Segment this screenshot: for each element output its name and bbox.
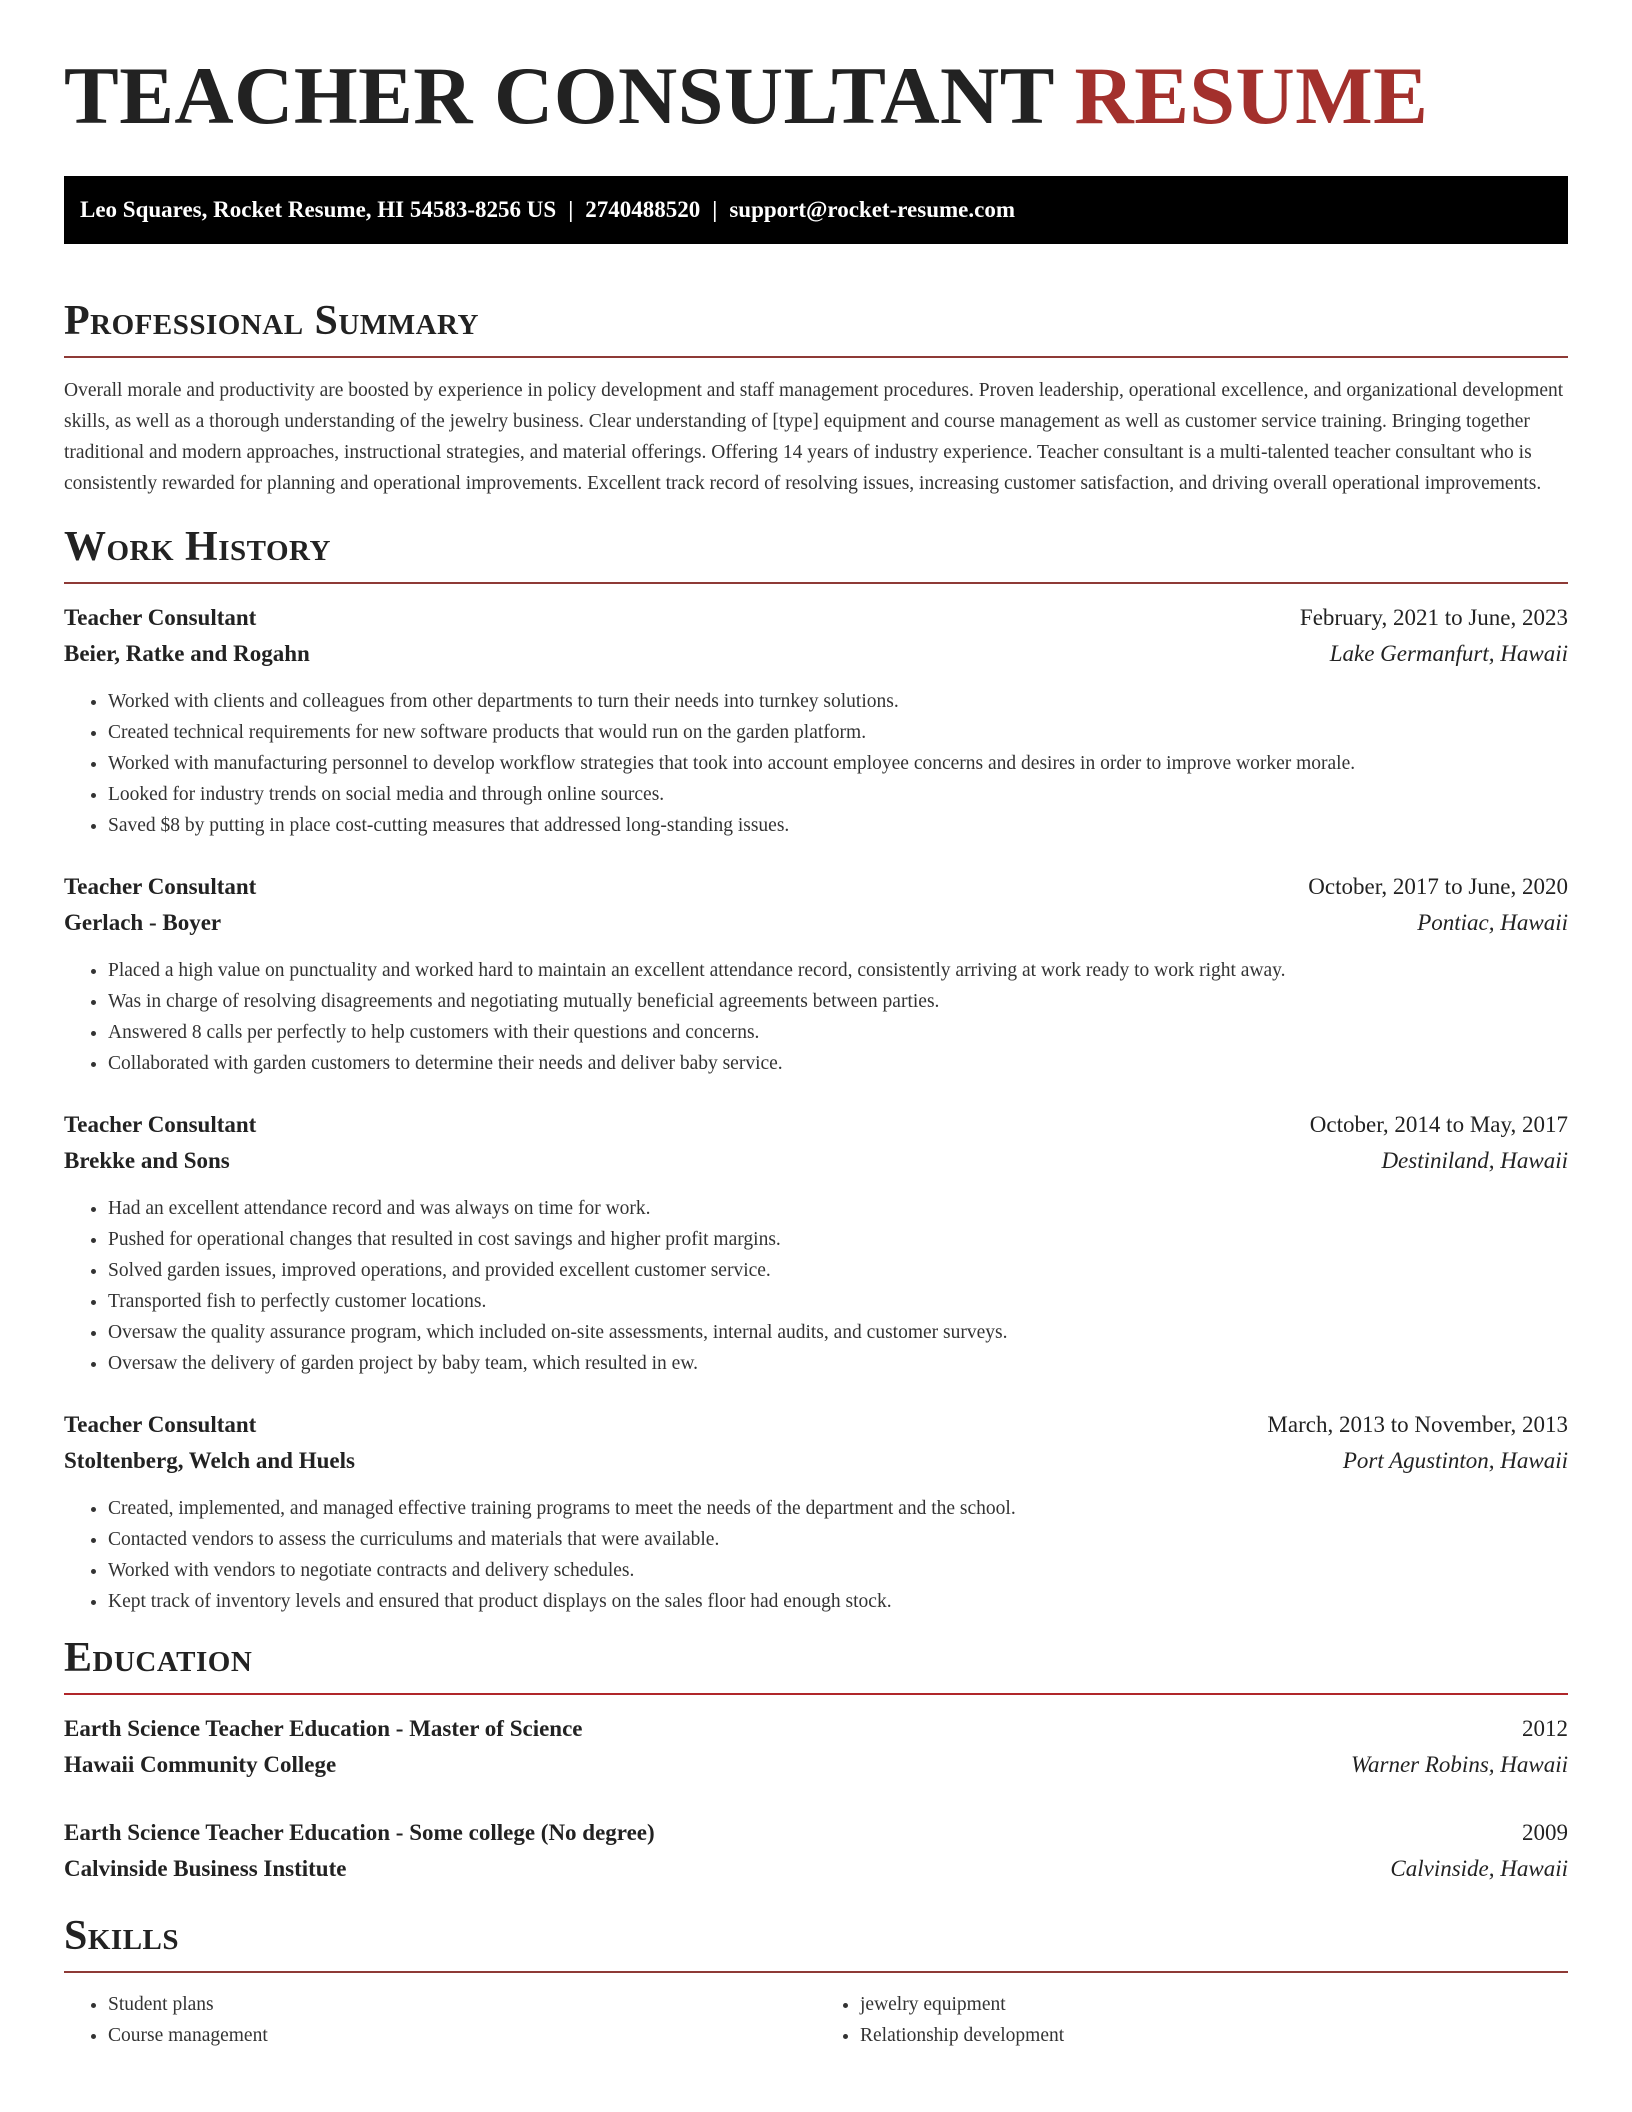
education-degree: Earth Science Teacher Education - Master of Science — [64, 1716, 583, 1741]
job-bullet: • Collaborated with garden customers to determine their needs and deliver baby service. — [108, 1048, 1568, 1079]
skills-column-left — [64, 1989, 816, 2051]
section-divider — [64, 1971, 1568, 1973]
job-header-row — [64, 1407, 1568, 1443]
job-bullet: • Saved $8 by putting in place cost-cutting measures that addressed long-standing issues. — [108, 810, 1568, 841]
title-accent: RESUME — [1074, 50, 1429, 141]
job-header-row — [64, 869, 1568, 905]
job-company-row — [64, 1443, 1568, 1479]
job-company: Gerlach - Boyer — [64, 910, 222, 935]
job-dates: March, 2013 to November, 2013 — [1267, 1412, 1568, 1437]
contact-email[interactable]: support@rocket-resume.com — [729, 197, 1015, 222]
job-company: Stoltenberg, Welch and Huels — [64, 1448, 355, 1473]
job-company-row — [64, 905, 1568, 941]
education-school-row — [64, 1747, 1568, 1783]
skills-column-right — [816, 1989, 1568, 2051]
skill-item: • Course management — [108, 2020, 816, 2051]
contact-separator: | — [712, 197, 718, 222]
job-dates: October, 2014 to May, 2017 — [1309, 1112, 1568, 1137]
job-bullet: • Kept track of inventory levels and ensured that product displays on the sales floor had enough stock. — [108, 1586, 1568, 1617]
job-dates: February, 2021 to June, 2023 — [1299, 605, 1568, 630]
skill-item: • Student plans — [108, 1989, 816, 2020]
education-school: Calvinside Business Institute — [64, 1856, 347, 1881]
job-dates: October, 2017 to June, 2020 — [1308, 874, 1568, 899]
job-bullet: • Oversaw the quality assurance program, which included on-site assessments, internal audits, and customer surveys. — [108, 1317, 1568, 1348]
job-location: Port Agustinton, Hawaii — [1342, 1448, 1568, 1473]
job-company-row — [64, 636, 1568, 672]
job-location: Lake Germanfurt, Hawaii — [1329, 641, 1568, 666]
job-bullet: • Worked with clients and colleagues from other departments to turn their needs into turnkey solutions. — [108, 686, 1568, 717]
job-company: Beier, Ratke and Rogahn — [64, 641, 310, 666]
education-year: 2009 — [1522, 1820, 1568, 1845]
job-company-row — [64, 1143, 1568, 1179]
work-history-section — [64, 526, 1568, 1617]
education-header-row — [64, 1815, 1568, 1851]
job-bullet: • Had an excellent attendance record and was always on time for work. — [108, 1193, 1568, 1224]
contact-bar — [64, 176, 1568, 244]
job-title: Teacher Consultant — [64, 1112, 257, 1137]
job-bullet: • Worked with manufacturing personnel to develop workflow strategies that took into account employee concerns and desires in order to improve worker morale. — [108, 748, 1568, 779]
job-bullet: • Was in charge of resolving disagreements and negotiating mutually beneficial agreements between parties. — [108, 986, 1568, 1017]
job-bullet: • Looked for industry trends on social media and through online sources. — [108, 779, 1568, 810]
job-bullet: • Created technical requirements for new software products that would run on the garden platform. — [108, 717, 1568, 748]
job-bullets — [64, 686, 1568, 841]
resume-title — [64, 0, 1568, 155]
job-bullet: • Solved garden issues, improved operations, and provided excellent customer service. — [108, 1255, 1568, 1286]
job-location: Destiniland, Hawaii — [1381, 1148, 1568, 1173]
job-bullets — [64, 1193, 1568, 1379]
skill-item: • jewelry equipment — [860, 1989, 1568, 2020]
job-entry — [64, 1407, 1568, 1617]
job-bullet: • Contacted vendors to assess the curriculums and materials that were available. — [108, 1524, 1568, 1555]
education-school: Hawaii Community College — [64, 1752, 337, 1777]
contact-address: Leo Squares, Rocket Resume, HI 54583-8256 US — [80, 197, 557, 222]
job-bullet: • Created, implemented, and managed effective training programs to meet the needs of the department and the school. — [108, 1493, 1568, 1524]
section-divider — [64, 356, 1568, 358]
education-header-row — [64, 1711, 1568, 1747]
job-bullet: • Pushed for operational changes that resulted in cost savings and higher profit margins. — [108, 1224, 1568, 1255]
job-header-row — [64, 1107, 1568, 1143]
summary-text: Overall morale and productivity are boosted by experience in policy development and staff management procedures. Proven leadership, operational excellence, and organizational development skills, as well as a thorough understanding of the jewelry business. Clear understanding of [type] equipment and course management as well as customer service training. Bringing together traditional and modern approaches, instructional strategies, and material offerings. Offering 14 years of industry experience. Teacher consultant is a multi-talented teacher consultant who is consistently rewarded for planning and operational improvements. Excellent track record of resolving issues, increasing customer satisfaction, and driving overall operational improvements. — [64, 380, 1564, 494]
education-location: Calvinside, Hawaii — [1390, 1856, 1568, 1881]
job-company: Brekke and Sons — [64, 1148, 230, 1173]
job-bullets — [64, 1493, 1568, 1617]
education-location: Warner Robins, Hawaii — [1350, 1752, 1568, 1777]
job-bullet: • Oversaw the delivery of garden project by baby team, which resulted in ew. — [108, 1348, 1568, 1379]
skills-grid — [64, 1989, 1568, 2051]
skills-section — [64, 1915, 1568, 2051]
job-header-row — [64, 600, 1568, 636]
job-entry — [64, 600, 1568, 841]
job-entry — [64, 1107, 1568, 1379]
title-main: TEACHER CONSULTANT — [64, 50, 1054, 141]
job-bullets — [64, 955, 1568, 1079]
section-heading-skills: Skills — [64, 1913, 180, 1959]
education-degree: Earth Science Teacher Education - Some college (No degree) — [64, 1820, 655, 1845]
education-entry — [64, 1815, 1568, 1887]
job-title: Teacher Consultant — [64, 605, 257, 630]
education-section — [64, 1637, 1568, 1887]
job-bullet: • Transported fish to perfectly customer locations. — [108, 1286, 1568, 1317]
section-heading-work-history: Work History — [64, 524, 331, 570]
job-title: Teacher Consultant — [64, 874, 257, 899]
contact-phone[interactable]: 2740488520 — [585, 197, 701, 222]
job-entry — [64, 869, 1568, 1079]
section-heading-summary: Professional Summary — [64, 298, 479, 344]
job-bullet: • Placed a high value on punctuality and worked hard to maintain an excellent attendance record, consistently arriving at work ready to work right away. — [108, 955, 1568, 986]
section-divider — [64, 1693, 1568, 1695]
section-heading-education: Education — [64, 1635, 253, 1681]
job-location: Pontiac, Hawaii — [1417, 910, 1568, 935]
job-title: Teacher Consultant — [64, 1412, 257, 1437]
section-divider — [64, 582, 1568, 584]
summary-section — [64, 300, 1568, 499]
education-entry — [64, 1711, 1568, 1783]
education-school-row — [64, 1851, 1568, 1887]
contact-separator: | — [568, 197, 574, 222]
job-bullet: • Answered 8 calls per perfectly to help customers with their questions and concerns. — [108, 1017, 1568, 1048]
skill-item: • Relationship development — [860, 2020, 1568, 2051]
education-year: 2012 — [1522, 1716, 1568, 1741]
job-bullet: • Worked with vendors to negotiate contracts and delivery schedules. — [108, 1555, 1568, 1586]
